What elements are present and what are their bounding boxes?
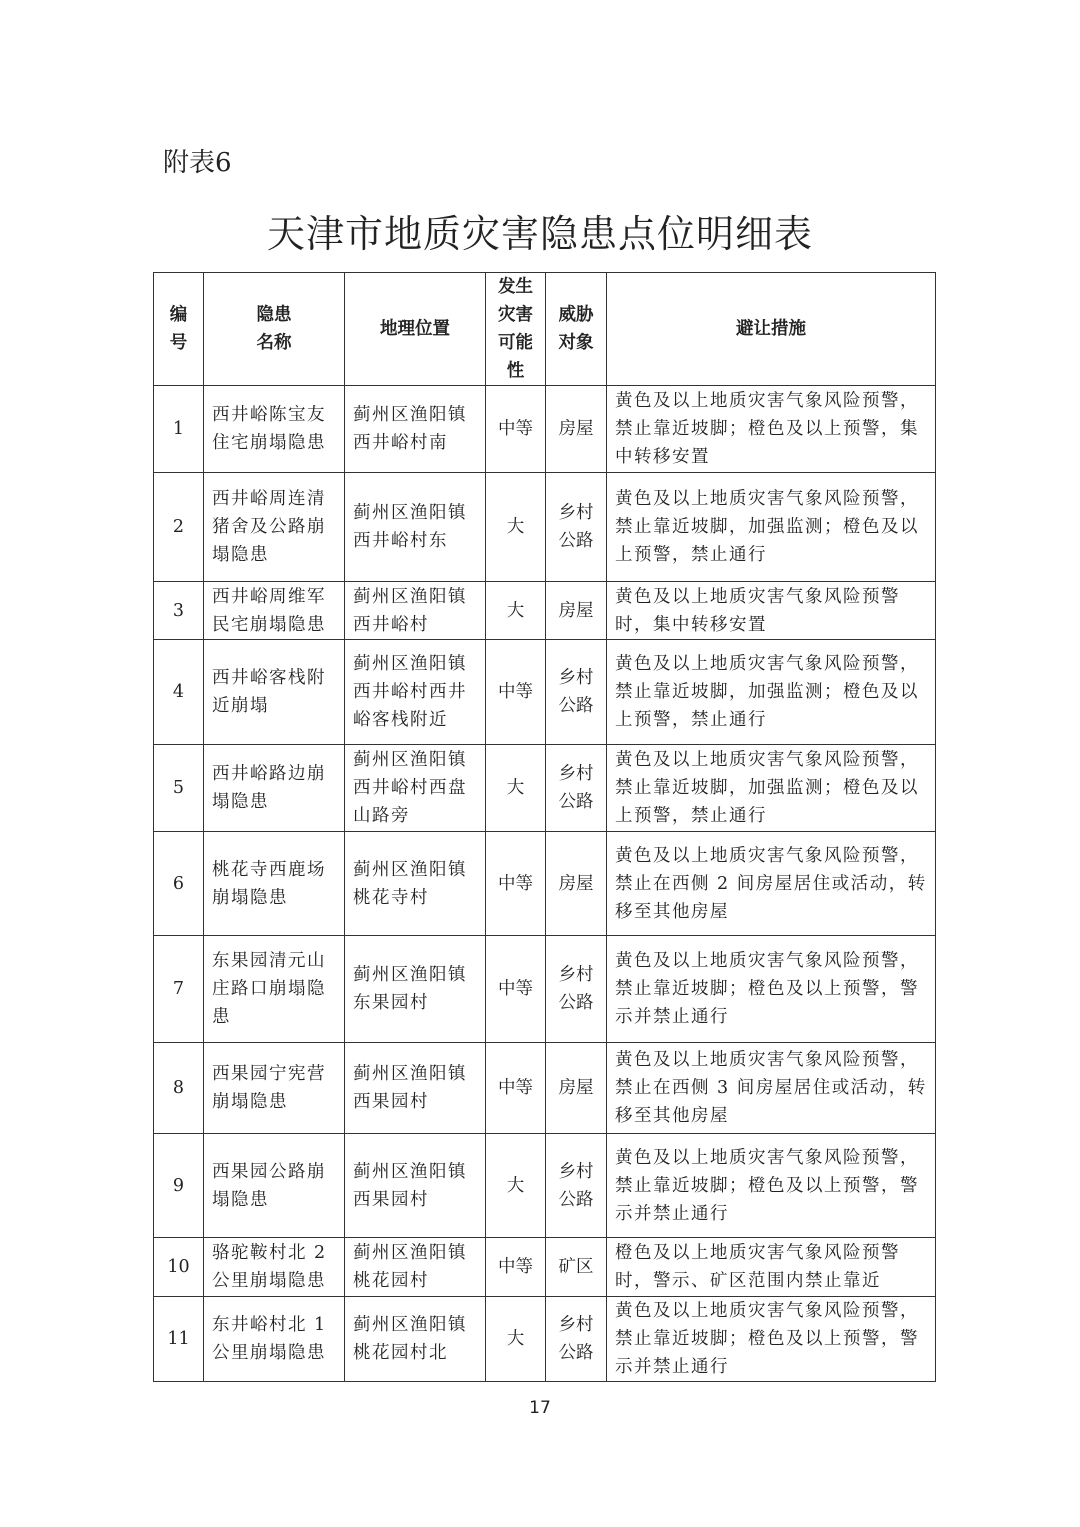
table-header-row: [154, 273, 936, 386]
table-row: [154, 386, 936, 473]
cell-target: 乡村 公路: [546, 745, 607, 832]
cell-target: 房屋: [546, 1043, 607, 1134]
cell-possibility: 中等: [486, 1043, 546, 1134]
cell-possibility: 中等: [486, 640, 546, 745]
cell-possibility: 大: [486, 1134, 546, 1238]
table-row: [154, 1043, 936, 1134]
table-row: [154, 1297, 936, 1382]
cell-location: 蓟州区渔阳镇 西井峪村南: [345, 386, 486, 473]
cell-no: 5: [154, 745, 204, 832]
header-name: 隐患 名称: [204, 273, 345, 386]
cell-name: 桃花寺西鹿场 崩塌隐患: [204, 832, 345, 936]
cell-no: 7: [154, 936, 204, 1043]
cell-name: 西井峪周维军 民宅崩塌隐患: [204, 582, 345, 640]
cell-target: 房屋: [546, 582, 607, 640]
cell-location: 蓟州区渔阳镇 桃花寺村: [345, 832, 486, 936]
cell-possibility: 中等: [486, 832, 546, 936]
header-no: 编 号: [154, 273, 204, 386]
cell-possibility: 大: [486, 582, 546, 640]
cell-location: 蓟州区渔阳镇 西井峪村西井 峪客栈附近: [345, 640, 486, 745]
header-target: 威胁 对象: [546, 273, 607, 386]
cell-name: 西井峪客栈附 近崩塌: [204, 640, 345, 745]
cell-no: 3: [154, 582, 204, 640]
cell-measures: 黄色及以上地质灾害气象风险预警 时，集中转移安置: [607, 582, 936, 640]
cell-location: 蓟州区渔阳镇 桃花园村北: [345, 1297, 486, 1382]
page-number: 17: [529, 1398, 551, 1418]
cell-target: 乡村 公路: [546, 1297, 607, 1382]
table-row: [154, 582, 936, 640]
cell-location: 蓟州区渔阳镇 西井峪村东: [345, 473, 486, 582]
cell-name: 西井峪陈宝友 住宅崩塌隐患: [204, 386, 345, 473]
cell-possibility: 大: [486, 1297, 546, 1382]
document-title: 天津市地质灾害隐患点位明细表: [266, 212, 813, 256]
cell-measures: 黄色及以上地质灾害气象风险预警， 禁止靠近坡脚，加强监测；橙色及以 上预警，禁止通行: [607, 640, 936, 745]
cell-no: 8: [154, 1043, 204, 1134]
cell-measures: 黄色及以上地质灾害气象风险预警， 禁止靠近坡脚；橙色及以上预警，警 示并禁止通行: [607, 1134, 936, 1238]
cell-location: 蓟州区渔阳镇 西井峪村: [345, 582, 486, 640]
cell-target: 乡村 公路: [546, 640, 607, 745]
cell-target: 乡村 公路: [546, 473, 607, 582]
cell-name: 西井峪周连清 猪舍及公路崩 塌隐患: [204, 473, 345, 582]
header-possibility: 发生 灾害 可能 性: [486, 273, 546, 386]
cell-no: 9: [154, 1134, 204, 1238]
cell-no: 6: [154, 832, 204, 936]
cell-target: 乡村 公路: [546, 936, 607, 1043]
cell-location: 蓟州区渔阳镇 西井峪村西盘 山路旁: [345, 745, 486, 832]
cell-target: 房屋: [546, 386, 607, 473]
cell-no: 1: [154, 386, 204, 473]
cell-target: 矿区: [546, 1238, 607, 1297]
table-row: [154, 1134, 936, 1238]
cell-name: 骆驼鞍村北 2 公里崩塌隐患: [204, 1238, 345, 1297]
cell-name: 东井峪村北 1 公里崩塌隐患: [204, 1297, 345, 1382]
cell-target: 乡村 公路: [546, 1134, 607, 1238]
cell-no: 4: [154, 640, 204, 745]
header-location: 地理位置: [345, 273, 486, 386]
cell-name: 东果园清元山 庄路口崩塌隐 患: [204, 936, 345, 1043]
table-row: [154, 936, 936, 1043]
annex-label: 附表6: [163, 148, 232, 178]
cell-possibility: 大: [486, 745, 546, 832]
cell-measures: 黄色及以上地质灾害气象风险预警， 禁止靠近坡脚，加强监测；橙色及以 上预警，禁止通行: [607, 745, 936, 832]
cell-possibility: 大: [486, 473, 546, 582]
hazard-table: [153, 272, 936, 1382]
cell-name: 西井峪路边崩 塌隐患: [204, 745, 345, 832]
cell-name: 西果园宁宪营 崩塌隐患: [204, 1043, 345, 1134]
cell-no: 10: [154, 1238, 204, 1297]
header-measures: 避让措施: [607, 273, 936, 386]
cell-measures: 黄色及以上地质灾害气象风险预警， 禁止靠近坡脚；橙色及以上预警，警 示并禁止通行: [607, 1297, 936, 1382]
table-row: [154, 473, 936, 582]
cell-measures: 黄色及以上地质灾害气象风险预警， 禁止在西侧 2 间房屋居住或活动，转 移至其他房屋: [607, 832, 936, 936]
cell-location: 蓟州区渔阳镇 西果园村: [345, 1134, 486, 1238]
cell-possibility: 中等: [486, 936, 546, 1043]
cell-measures: 黄色及以上地质灾害气象风险预警， 禁止在西侧 3 间房屋居住或活动，转 移至其他房屋: [607, 1043, 936, 1134]
cell-no: 11: [154, 1297, 204, 1382]
cell-location: 蓟州区渔阳镇 东果园村: [345, 936, 486, 1043]
table-row: [154, 832, 936, 936]
cell-possibility: 中等: [486, 1238, 546, 1297]
cell-location: 蓟州区渔阳镇 桃花园村: [345, 1238, 486, 1297]
table-row: [154, 1238, 936, 1297]
cell-measures: 黄色及以上地质灾害气象风险预警， 禁止靠近坡脚；橙色及以上预警，集 中转移安置: [607, 386, 936, 473]
cell-name: 西果园公路崩 塌隐患: [204, 1134, 345, 1238]
cell-target: 房屋: [546, 832, 607, 936]
cell-measures: 黄色及以上地质灾害气象风险预警， 禁止靠近坡脚；橙色及以上预警，警 示并禁止通行: [607, 936, 936, 1043]
table-row: [154, 640, 936, 745]
cell-possibility: 中等: [486, 386, 546, 473]
table-row: [154, 745, 936, 832]
cell-measures: 黄色及以上地质灾害气象风险预警， 禁止靠近坡脚，加强监测；橙色及以 上预警，禁止通行: [607, 473, 936, 582]
cell-measures: 橙色及以上地质灾害气象风险预警 时，警示、矿区范围内禁止靠近: [607, 1238, 936, 1297]
cell-no: 2: [154, 473, 204, 582]
cell-location: 蓟州区渔阳镇 西果园村: [345, 1043, 486, 1134]
